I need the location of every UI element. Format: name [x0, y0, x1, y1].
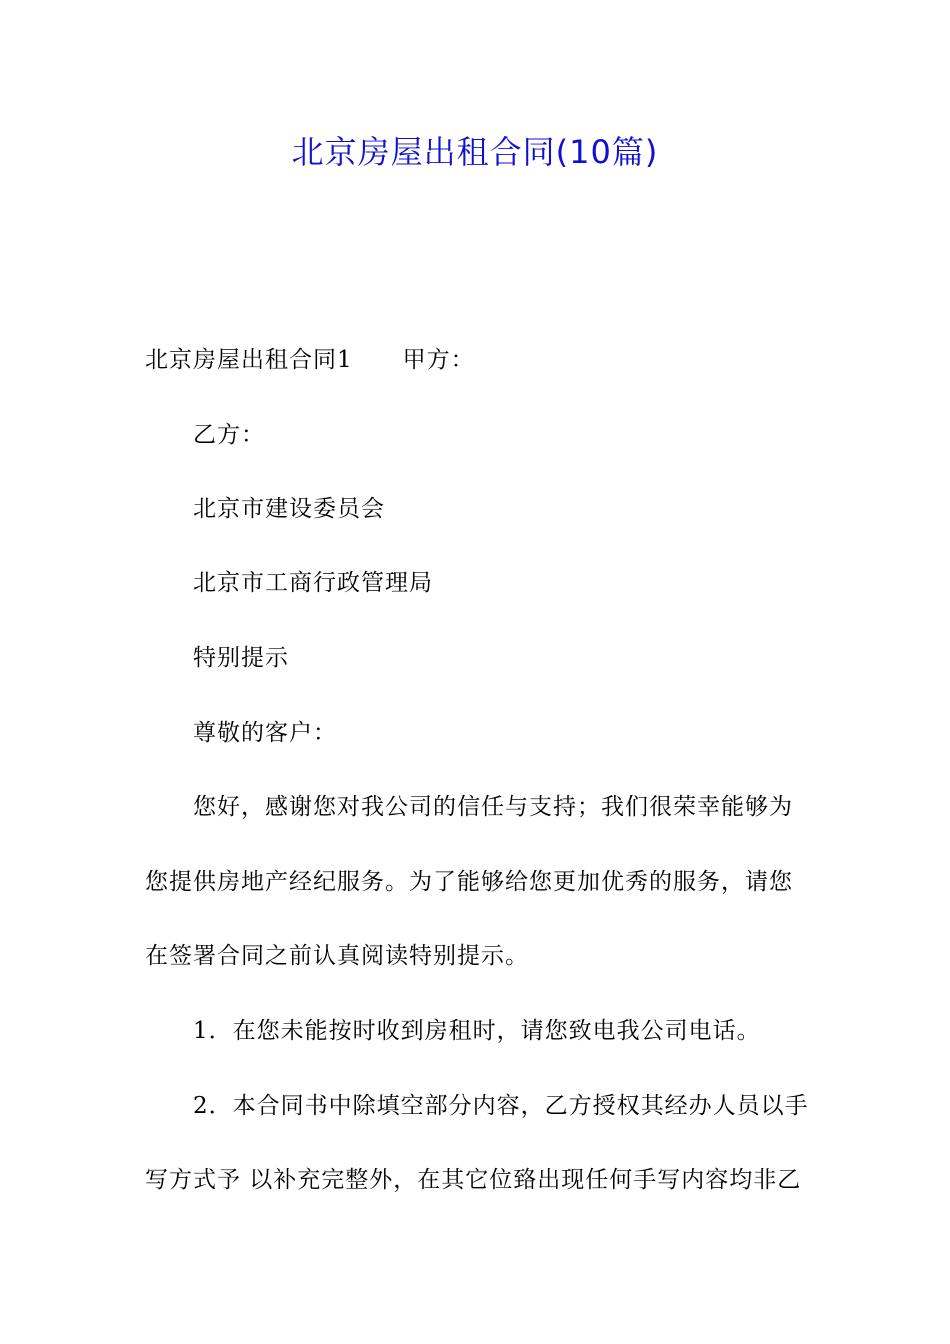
issuer-org-2: 北京市工商行政管理局: [193, 570, 433, 596]
notice-item-1: 1．在您未能按时收到房租时，请您致电我公司电话。: [193, 1018, 761, 1044]
party-a-label: 甲方：: [402, 347, 475, 373]
greeting: 尊敬的客户：: [193, 720, 337, 746]
issuer-org-1: 北京市建设委员会: [193, 496, 385, 522]
document-title: 北京房屋出租合同(10篇): [291, 133, 659, 171]
notice-item-2: 2．本合同书中除填空部分内容，乙方授权其经办人员以手: [193, 1093, 809, 1119]
special-notice-heading: 特别提示: [193, 645, 289, 671]
paragraph-line: 您提供房地产经纪服务。为了能够给您更加优秀的服务，请您: [145, 869, 793, 895]
party-b-label: 乙方：: [193, 422, 265, 448]
paragraph-line: 写方式予 以补充完整外，在其它位臵出现任何手写内容均非乙: [145, 1167, 802, 1193]
paragraph-line: 您好，感谢您对我公司的信任与支持；我们很荣幸能够为: [193, 794, 793, 820]
contract-heading: 北京房屋出租合同1: [145, 347, 353, 373]
contract-heading-line: [145, 343, 810, 377]
paragraph-line: 在签署合同之前认真阅读特别提示。: [145, 943, 529, 969]
